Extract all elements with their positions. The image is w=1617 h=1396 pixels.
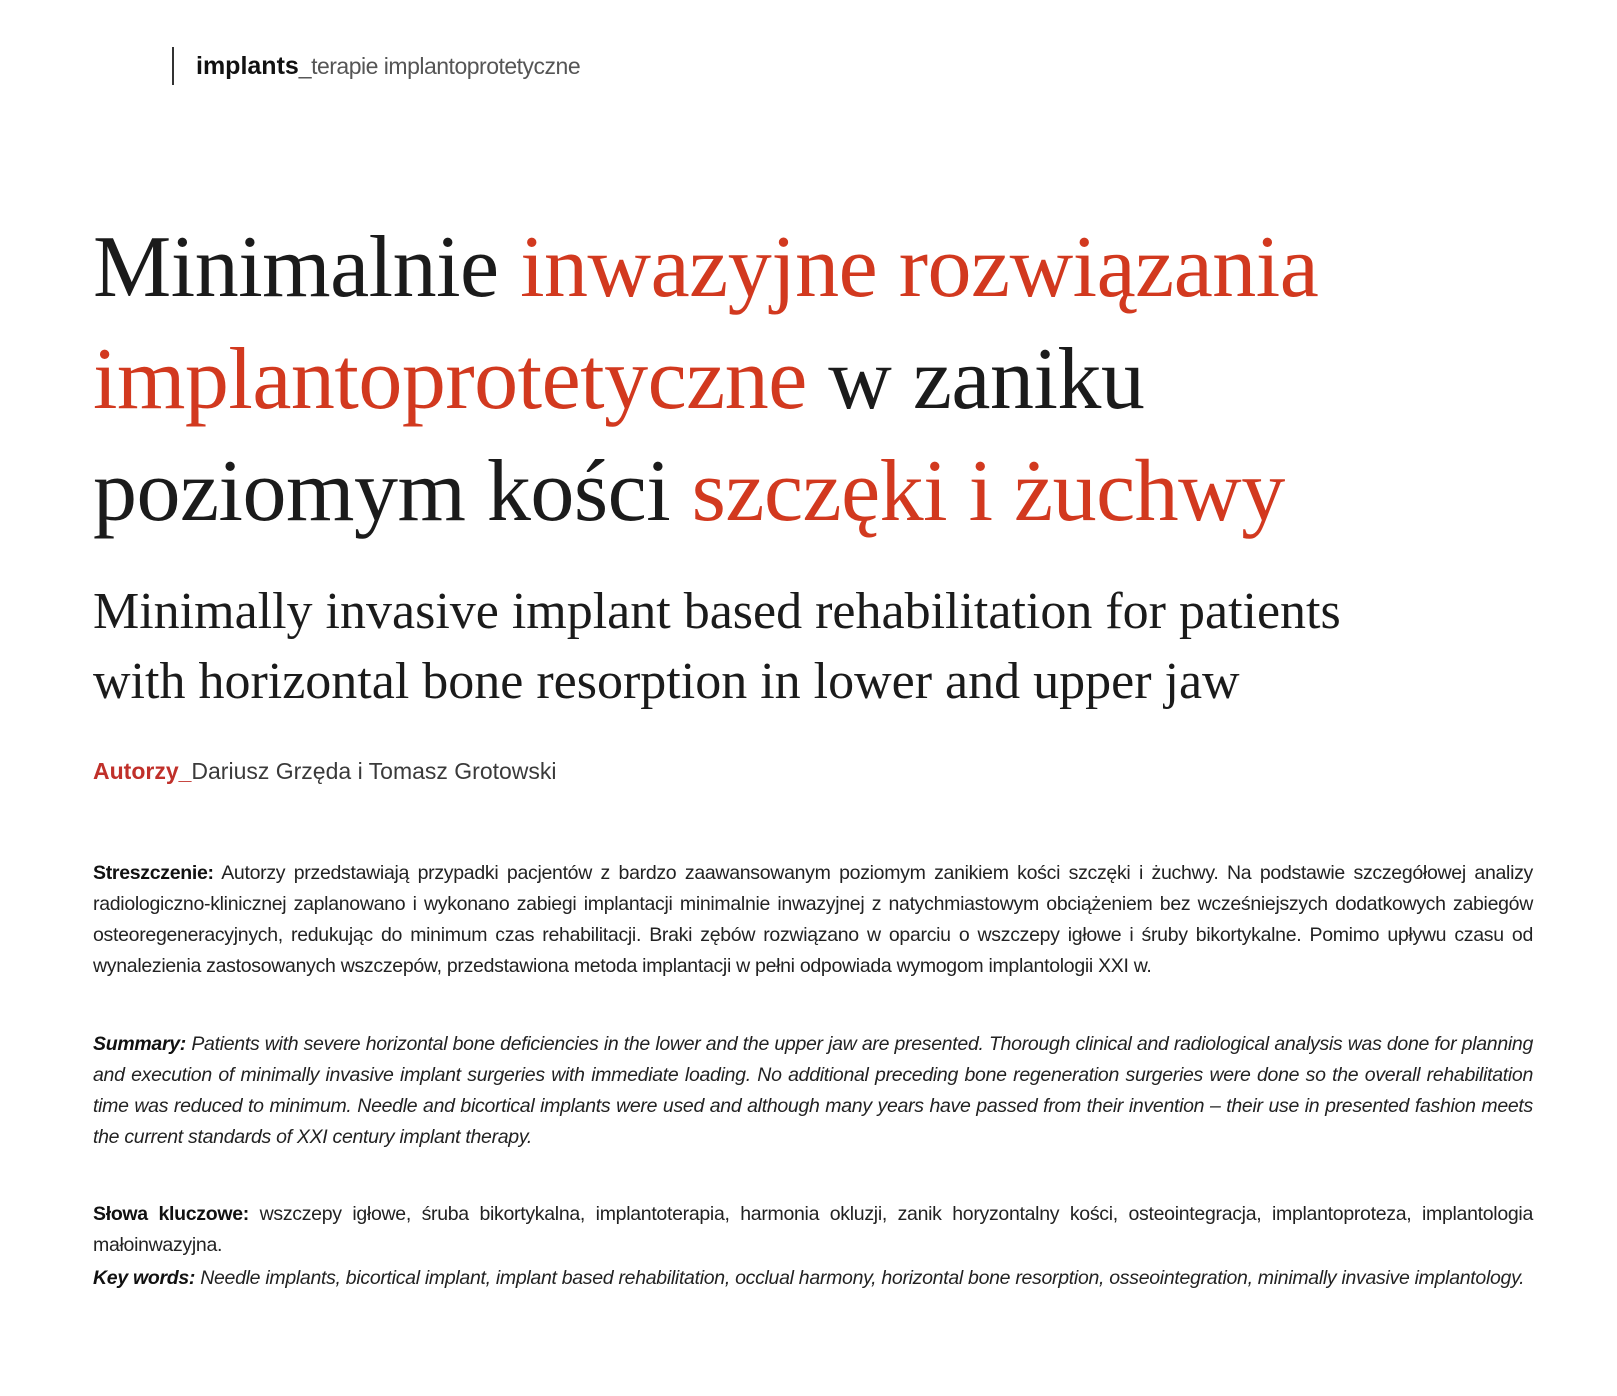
abstract-en-label: Summary: (93, 1033, 186, 1055)
abstract-en-text: Patients with severe horizontal bone deficiencies in the lower and the upper jaw are presented. Thorough clinical and radiological analysis was done for planning and execution of minimally invasive implant surgeries with immediate loading. No additional preceding bone regeneration surgeries were done so the overall rehabilitation time was reduced to minimum. Needle and bicortical implants were used and although many years have passed from their invention – their use in presented fashion meets the current standards of XXI century implant therapy. (93, 1033, 1533, 1148)
keywords-polish (93, 1199, 1533, 1261)
abstract-polish (93, 858, 1533, 982)
title-english (93, 577, 1573, 717)
authors-line (93, 758, 557, 785)
title-en-line1: Minimally invasive implant based rehabilitation for patients (93, 583, 1341, 640)
keywords-pl-label: Słowa kluczowe: (93, 1203, 249, 1225)
abstract-english (93, 1029, 1533, 1153)
abstract-pl-label: Streszczenie: (93, 862, 214, 884)
abstract-pl-text: Autorzy przedstawiają przypadki pacjentów z bardzo zaawansowanym poziomym zanikiem kości szczęki i żuchwy. Na podstawie szczegółowej analizy radiologiczno-klinicznej zaplanowano i wykonano zabiegi implantacji minimalnie inwazyjnej z natychmiastowym obciążeniem bez wcześniejszych dodatkowych zabiegów osteoregeneracyjnych, redukując do minimum czas rehabilitacji. Braki zębów rozwiązano w oparciu o wszczepy igłowe i śruby bikortykalne. Pomimo upływu czasu od wynalezienia zastosowanych wszczepów, przedstawiona metoda implantacji w pełni odpowiada wymogom implantologii XXI w. (93, 862, 1533, 977)
keywords-english (93, 1263, 1533, 1294)
title-pl-part6: szczęki i żuchwy (691, 443, 1285, 540)
title-en-line2: with horizontal bone resorption in lower and upper jaw (93, 653, 1240, 710)
title-pl-part4: w zaniku (806, 331, 1145, 428)
authors-names: Dariusz Grzęda i Tomasz Grotowski (191, 758, 557, 784)
keywords-en-text: Needle implants, bicortical implant, implant based rehabilitation, occlual harmony, horizontal bone resorption, osseointegration, minimally invasive implantology. (195, 1267, 1525, 1289)
title-pl-part3: implantoprotetyczne (93, 331, 807, 428)
keywords-en-label: Key words: (93, 1267, 196, 1289)
title-polish (93, 212, 1533, 548)
header-divider (172, 47, 174, 85)
title-pl-part2: inwazyjne rozwiązania (520, 219, 1319, 316)
section-name: implants (196, 51, 299, 80)
title-pl-part5: poziomym kości (93, 443, 692, 540)
running-header (172, 46, 580, 86)
keywords-pl-text: wszczepy igłowe, śruba bikortykalna, implantoterapia, harmonia okluzji, zanik horyzontalny kości, osteointegracja, implantoproteza, implantologia małoinwazyjna. (93, 1203, 1534, 1256)
title-pl-part1: Minimalnie (93, 219, 521, 316)
authors-label: Autorzy_ (93, 758, 192, 784)
subsection-name: _terapie implantoprotetyczne (298, 52, 581, 79)
